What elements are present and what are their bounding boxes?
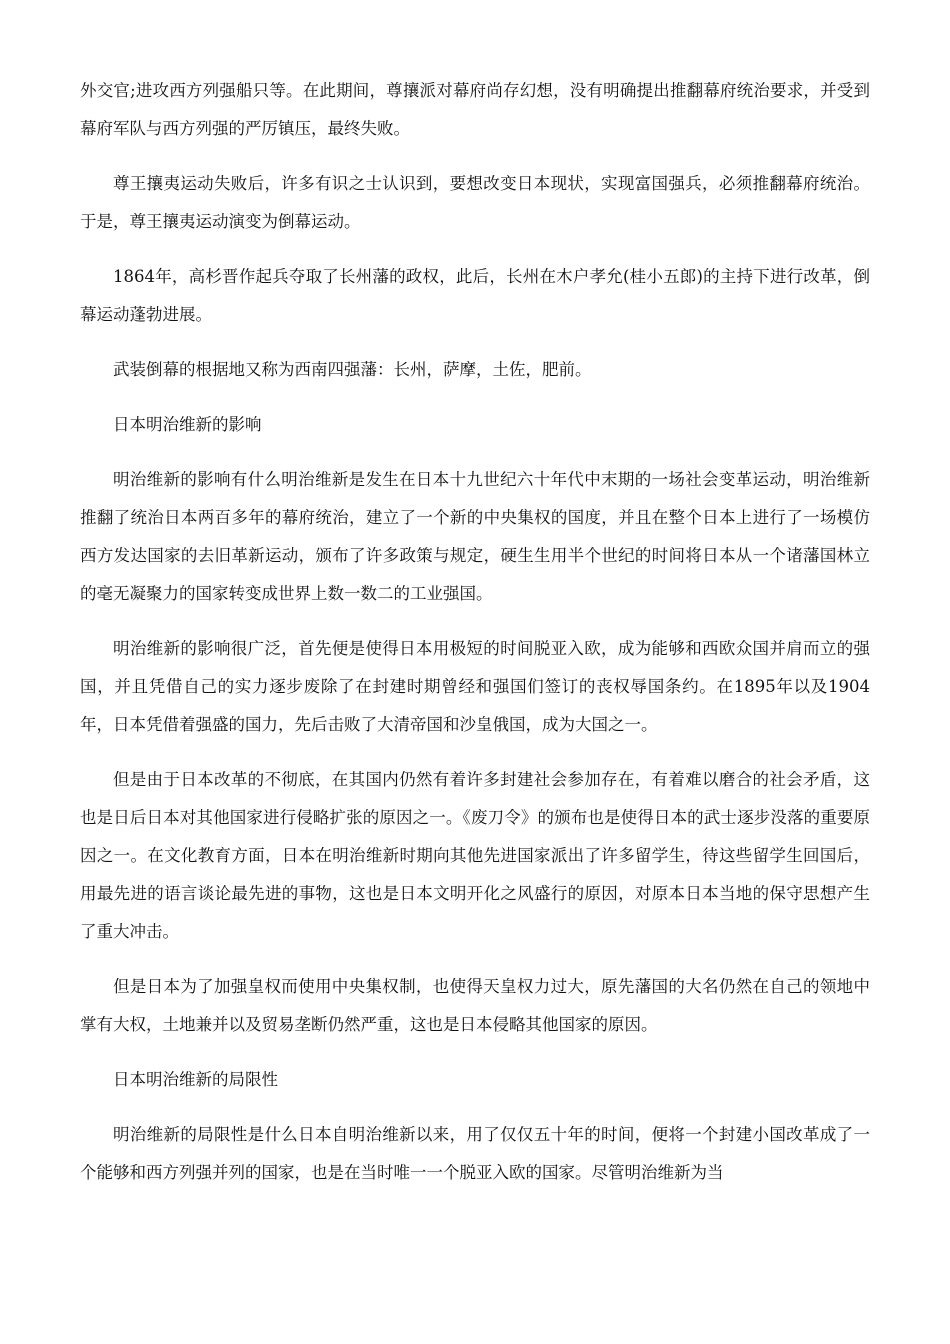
paragraph-9: 明治维新的局限性是什么日本自明治维新以来，用了仅仅五十年的时间，便将一个封建小国改革成了一个能够和西方列强并列的国家，也是在当时唯一一个脱亚入欧的国家。尽管明治维新为当 — [80, 1125, 870, 1182]
section-heading-influence: 日本明治维新的影响 — [113, 415, 262, 434]
paragraph-6: 明治维新的影响很广泛，首先便是使得日本用极短的时间脱亚入欧，成为能够和西欧众国并肩而立的强国，并且凭借自己的实力逐步废除了在封建时期曾经和强国们签订的丧权辱国条约。在1895年以及1904年，日本凭借着强盛的国力，先后击败了大清帝国和沙皇俄国，成为大国之一。 — [80, 639, 870, 734]
paragraph-4: 武装倒幕的根据地又称为西南四强藩：长州，萨摩，土佐，肥前。 — [113, 360, 592, 379]
section-heading-limitations: 日本明治维新的局限性 — [113, 1070, 278, 1089]
paragraph-5: 明治维新的影响有什么明治维新是发生在日本十九世纪六十年代中末期的一场社会变革运动，明治维新推翻了统治日本两百多年的幕府统治，建立了一个新的中央集权的国度，并且在整个日本上进行了一场模仿西方发达国家的去旧革新运动，颁布了许多政策与规定，硬生生用半个世纪的时间将日本从一个诸藩国林立的毫无凝聚力的国家转变成世界上数一数二的工业强国。 — [80, 470, 870, 603]
paragraph-3: 1864年，高杉晋作起兵夺取了长州藩的政权，此后，长州在木户孝允(桂小五郎)的主持下进行改革，倒幕运动蓬勃进展。 — [80, 267, 870, 324]
paragraph-1: 外交官;进攻西方列强船只等。在此期间，尊攘派对幕府尚存幻想，没有明确提出推翻幕府统治要求，并受到幕府军队与西方列强的严厉镇压，最终失败。 — [80, 81, 870, 138]
paragraph-8: 但是日本为了加强皇权而使用中央集权制，也使得天皇权力过大，原先藩国的大名仍然在自己的领地中掌有大权，土地兼并以及贸易垄断仍然严重，这也是日本侵略其他国家的原因。 — [80, 977, 870, 1034]
paragraph-2: 尊王攘夷运动失败后，许多有识之士认识到，要想改变日本现状，实现富国强兵，必须推翻幕府统治。于是，尊王攘夷运动演变为倒幕运动。 — [80, 174, 870, 231]
paragraph-7: 但是由于日本改革的不彻底，在其国内仍然有着许多封建社会参加存在，有着难以磨合的社会矛盾，这也是日后日本对其他国家进行侵略扩张的原因之一。《废刀令》的颁布也是使得日本的武士逐步没落的重要原因之一。在文化教育方面，日本在明治维新时期向其他先进国家派出了许多留学生，待这些留学生回国后，用最先进的语言谈论最先进的事物，这也是日本文明开化之风盛行的原因，对原本日本当地的保守思想产生了重大冲击。 — [80, 770, 870, 941]
document-page — [80, 72, 870, 1209]
